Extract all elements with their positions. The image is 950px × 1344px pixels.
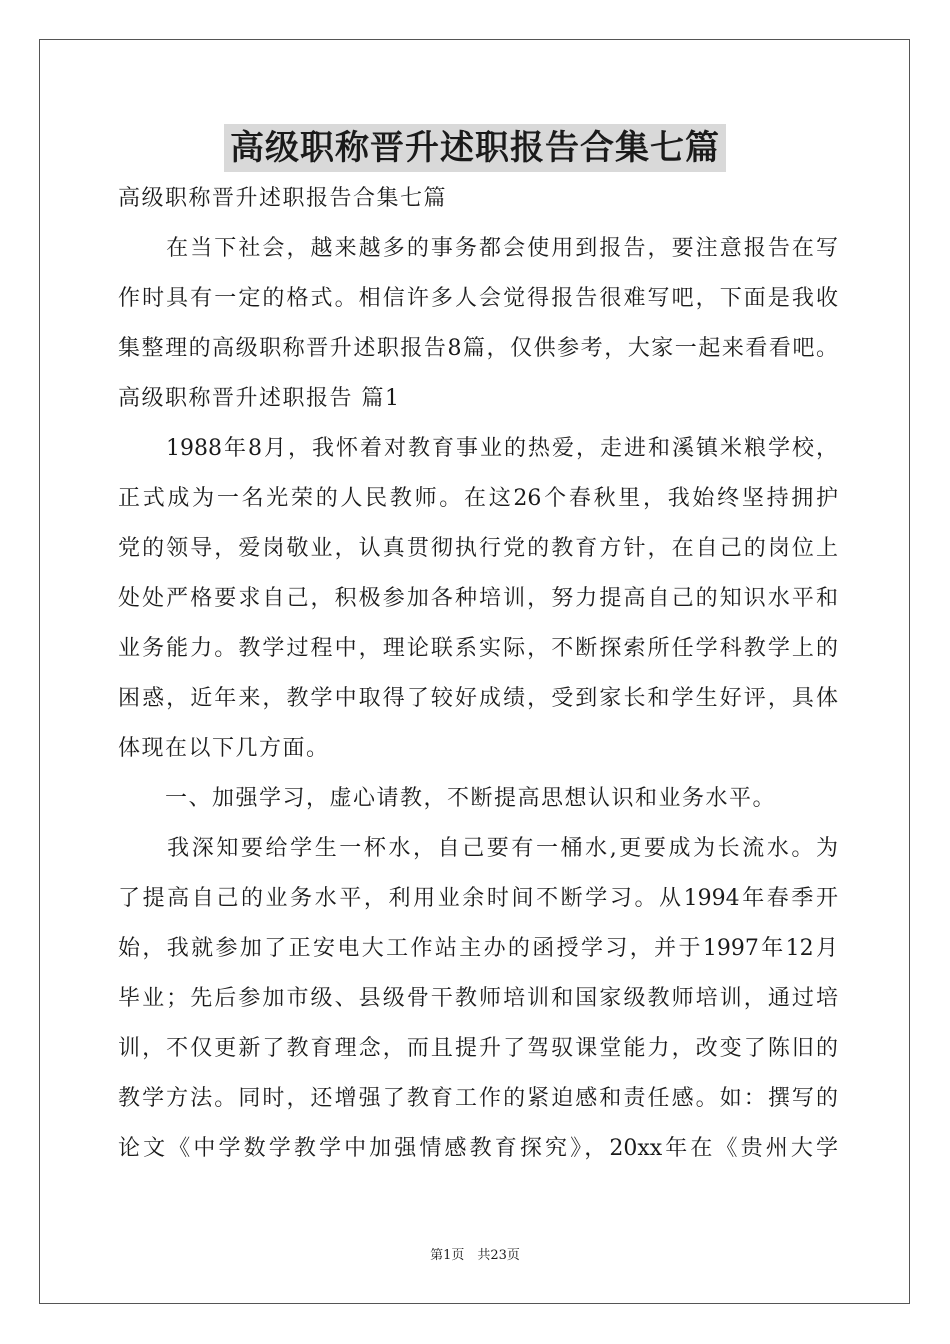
- body-line: 困惑，近年来，教学中取得了较好成绩，受到家长和学生好评，具体: [118, 686, 838, 711]
- body-line: 党的领导，爱岗敬业，认真贯彻执行党的教育方针，在自己的岗位上: [118, 536, 838, 561]
- page-number-footer: 第1页 共23页: [430, 1248, 520, 1263]
- body-line: 我深知要给学生一杯水，自己要有一桶水,更要成为长流水。为: [118, 836, 838, 861]
- subheading-line: 一、加强学习，虚心请教，不断提高思想认识和业务水平。: [118, 786, 777, 811]
- body-line: 训，不仅更新了教育理念，而且提升了驾驭课堂能力，改变了陈旧的: [118, 1036, 838, 1061]
- body-line: 了提高自己的业务水平，利用业余时间不断学习。从1994年春季开: [118, 886, 838, 911]
- document-title: 高级职称晋升述职报告合集七篇: [224, 124, 726, 172]
- body-line: 正式成为一名光荣的人民教师。在这26个春秋里，我始终坚持拥护: [118, 486, 838, 511]
- body-line: 始，我就参加了正安电大工作站主办的函授学习，并于1997年12月: [118, 936, 838, 961]
- body-line: 业务能力。教学过程中，理论联系实际，不断探索所任学科教学上的: [118, 636, 838, 661]
- body-line: 论文《中学数学教学中加强情感教育探究》，20xx年在《贵州大学: [118, 1136, 838, 1161]
- subtitle-line: 高级职称晋升述职报告合集七篇: [118, 186, 448, 211]
- body-line: 1988年8月，我怀着对教育事业的热爱，走进和溪镇米粮学校，: [118, 436, 838, 461]
- body-line: 教学方法。同时，还增强了教育工作的紧迫感和责任感。如：撰写的: [118, 1086, 838, 1111]
- section-heading: 高级职称晋升述职报告 篇1: [118, 386, 401, 411]
- body-line: 作时具有一定的格式。相信许多人会觉得报告很难写吧，下面是我收: [118, 286, 838, 311]
- body-line: 处处严格要求自己，积极参加各种培训，努力提高自己的知识水平和: [118, 586, 838, 611]
- page-border: [39, 39, 910, 1304]
- body-line: 毕业；先后参加市级、县级骨干教师培训和国家级教师培训，通过培: [118, 986, 838, 1011]
- document-title-block: [0, 124, 950, 172]
- body-line: 在当下社会，越来越多的事务都会使用到报告，要注意报告在写: [118, 236, 838, 261]
- body-line: 集整理的高级职称晋升述职报告8篇，仅供参考，大家一起来看看吧。: [118, 336, 838, 361]
- body-line: 体现在以下几方面。: [118, 736, 330, 761]
